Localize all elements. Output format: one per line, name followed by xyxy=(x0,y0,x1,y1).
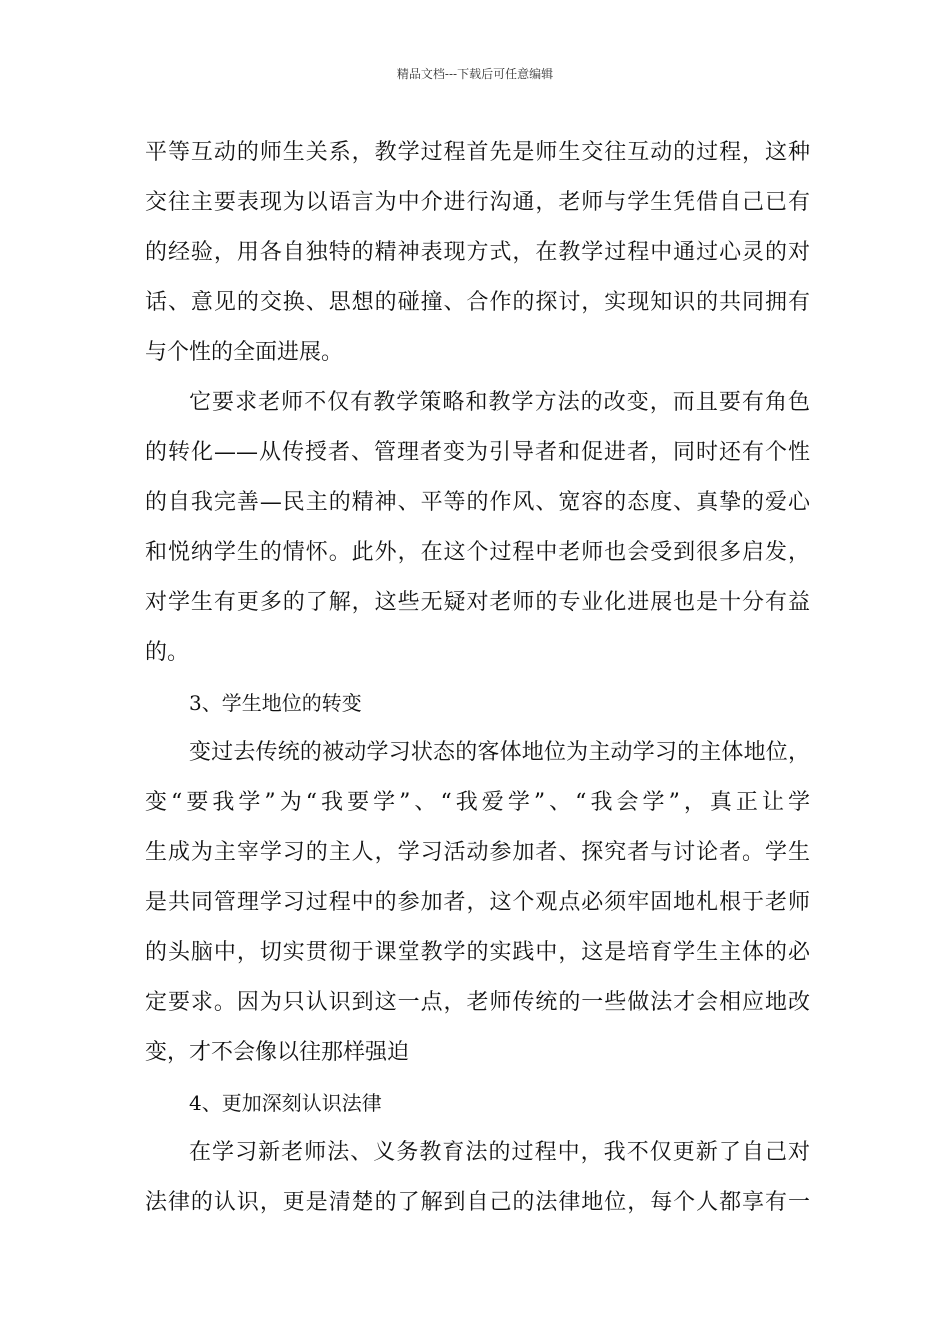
text-line: 与个性的全面进展。 xyxy=(145,340,344,365)
text-line: 变“要我学”为“我要学”、“我爱学”、“我会学”，真正让学 xyxy=(145,790,810,815)
text-line: 法律的认识，更是清楚的了解到自己的法律地位，每个人都享有一 xyxy=(145,1190,810,1215)
text-line: 变过去传统的被动学习状态的客体地位为主动学习的主体地位， xyxy=(189,740,810,765)
text-line: 和悦纳学生的情怀。此外，在这个过程中老师也会受到很多启发， xyxy=(145,540,810,565)
text-line: 的自我完善—民主的精神、平等的作风、宽容的态度、真挚的爱心 xyxy=(145,490,810,515)
text-line: 交往主要表现为以语言为中介进行沟通，老师与学生凭借自己已有 xyxy=(145,190,810,215)
page-header: 精品文档---下载后可任意编辑 xyxy=(396,67,554,81)
text-line: 的经验，用各自独特的精神表现方式，在教学过程中通过心灵的对 xyxy=(145,240,810,265)
text-line: 对学生有更多的了解，这些无疑对老师的专业化进展也是十分有益 xyxy=(145,590,810,615)
text-line: 话、意见的交换、思想的碰撞、合作的探讨，实现知识的共同拥有 xyxy=(145,290,810,315)
text-line: 平等互动的师生关系，教学过程首先是师生交往互动的过程，这种 xyxy=(145,140,810,165)
text-line: 它要求老师不仅有教学策略和教学方法的改变，而且要有角色 xyxy=(189,390,810,415)
text-line: 的转化——从传授者、管理者变为引导者和促进者，同时还有个性 xyxy=(145,440,810,465)
document-body xyxy=(145,128,810,1228)
text-line: 变，才不会像以往那样强迫 xyxy=(145,1040,410,1065)
text-line: 的头脑中，切实贯彻于课堂教学的实践中，这是培育学生主体的必 xyxy=(145,940,810,965)
text-line: 生成为主宰学习的主人，学习活动参加者、探究者与讨论者。学生 xyxy=(145,840,810,865)
text-line: 的。 xyxy=(145,640,190,665)
text-line: 在学习新老师法、义务教育法的过程中，我不仅更新了自己对 xyxy=(189,1140,810,1165)
section-heading: 3、学生地位的转变 xyxy=(189,691,362,715)
text-line: 是共同管理学习过程中的参加者，这个观点必须牢固地札根于老师 xyxy=(145,890,810,915)
text-line: 定要求。因为只认识到这一点，老师传统的一些做法才会相应地改 xyxy=(145,990,810,1015)
section-heading: 4、更加深刻认识法律 xyxy=(189,1091,382,1115)
